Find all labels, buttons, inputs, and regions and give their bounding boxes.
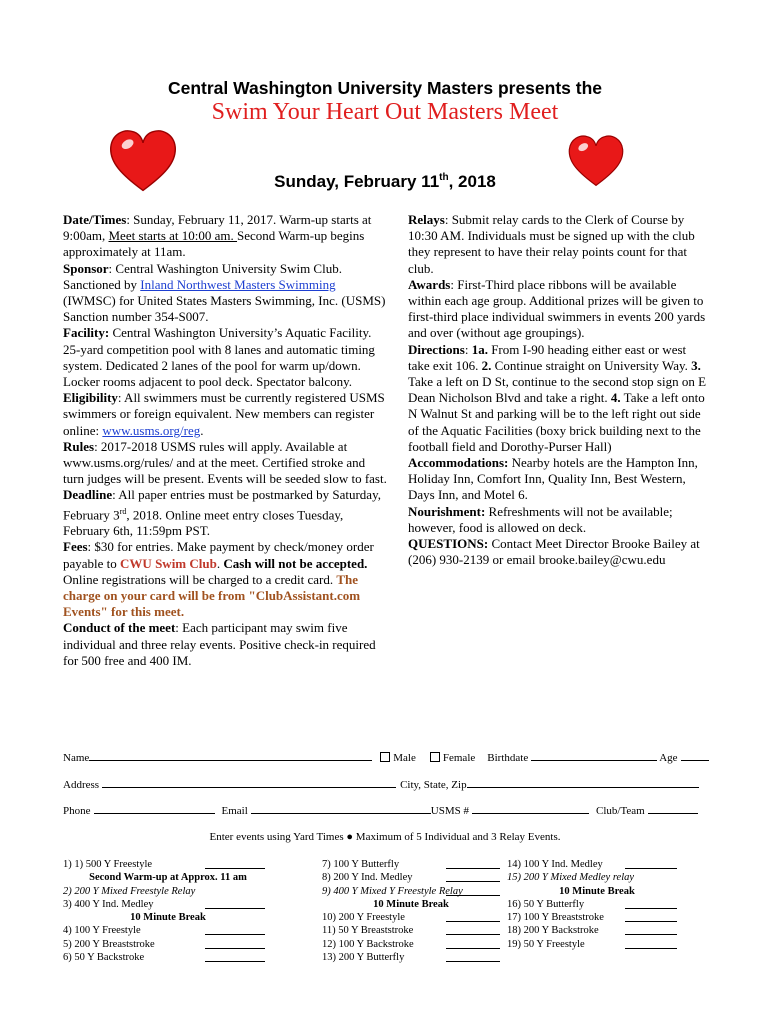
fees-paragraph: Fees: $30 for entries. Make payment by check/money order payable to CWU Swim Club. Cash will not be accepted. Online registrations will be charged to a credit card. The charge on your card will be from "ClubAssistant.com Events" for this meet. (63, 539, 374, 620)
event-row (63, 911, 273, 924)
event-row (322, 858, 500, 871)
age-label: Age (659, 752, 678, 764)
event-row (63, 885, 273, 898)
name-label: Name (63, 752, 90, 764)
male-label: Male (393, 752, 416, 764)
event-label: 12) 100 Y Backstroke (322, 938, 414, 950)
event-label: 14) 100 Y Ind. Medley (507, 859, 603, 870)
event-label: 10 Minute Break (559, 885, 635, 897)
event-entry-time-field[interactable] (205, 924, 265, 935)
event-entry-time-field[interactable] (446, 911, 500, 922)
event-entry-time-field[interactable] (446, 858, 500, 869)
event-label: 10) 200 Y Freestyle (322, 912, 405, 924)
deadline-paragraph: Deadline: All paper entries must be postmarked by Saturday, February 3rd, 2018. Online meet entry closes Tuesday, February 6th, 11:59pm PST. (63, 487, 381, 539)
usms-number-field[interactable] (472, 803, 589, 814)
rules-paragraph: Rules: 2017-2018 USMS rules will apply. Available at www.usms.org/rules/ and at the meet. Certified stroke and turn judges will be present. Events will be seeded slow to fast. (63, 438, 387, 487)
address-label: Address (63, 779, 100, 791)
event-entry-time-field[interactable] (625, 938, 677, 949)
event-row (322, 898, 500, 911)
event-label: 15) 200 Y Mixed Medley relay (507, 872, 635, 884)
event-row (507, 911, 687, 924)
event-row (507, 898, 687, 911)
event-entry-time-field[interactable] (446, 938, 500, 949)
datetimes-paragraph: Date/Times: Sunday, February 11, 2017. Warm-up starts at 9:00am, Meet starts at 10:00 am. Second Warm-up begins approximately at 11am. (63, 212, 372, 260)
event-row (322, 871, 500, 884)
meet-date: Sunday, February 11th, 2018 (274, 172, 496, 191)
event-entry-time-field[interactable] (446, 885, 500, 896)
event-label: 18) 200 Y Backstroke (507, 925, 599, 937)
age-field[interactable] (681, 750, 709, 761)
club-team-field[interactable] (648, 803, 698, 814)
event-row (63, 898, 273, 911)
event-label: 9) 400 Y Mixed Y Freestyle Relay (322, 885, 463, 897)
relays-paragraph: Relays: Submit relay cards to the Clerk of Course by 10:30 AM. Individuals must be signed up with the club they represent to have their relay points count for that club. (408, 212, 695, 276)
event-row (63, 951, 273, 964)
event-row (63, 924, 273, 937)
address-field[interactable] (102, 777, 396, 788)
conduct-paragraph: Conduct of the meet: Each participant may swim five individual and three relay events. Positive check-in required for 500 free and 400 IM. (63, 620, 376, 668)
event-entry-time-field[interactable] (625, 924, 677, 935)
email-field[interactable] (251, 803, 431, 814)
form-row-phone (63, 803, 698, 818)
event-entry-time-field[interactable] (625, 858, 677, 869)
event-entry-time-field[interactable] (446, 951, 500, 962)
event-label: 13) 200 Y Butterfly (322, 952, 405, 964)
events-note: Enter events using Yard Times ● Maximum of 5 Individual and 3 Relay Events. (209, 831, 561, 843)
nourishment-paragraph: Nourishment: Refreshments will not be available; however, food is allowed on deck. (408, 503, 673, 535)
event-label: 3) 400 Y Ind. Medley (63, 898, 154, 910)
phone-label: Phone (63, 805, 91, 817)
event-entry-time-field[interactable] (625, 911, 677, 922)
event-label: 16) 50 Y Butterfly (507, 898, 585, 910)
phone-field[interactable] (94, 803, 215, 814)
event-row (63, 871, 273, 884)
event-row (63, 858, 273, 871)
female-label: Female (442, 752, 476, 764)
birthdate-label: Birthdate (487, 752, 529, 764)
accommodations-paragraph: Accommodations: Nearby hotels are the Hampton Inn, Holiday Inn, Comfort Inn, Quality Inn, Best Western, Days Inn, and Motel 6. (408, 455, 698, 503)
event-label: 7) 100 Y Butterfly (322, 859, 400, 870)
event-row (507, 938, 687, 951)
event-label: 10 Minute Break (130, 912, 206, 924)
event-entry-time-field[interactable] (205, 938, 265, 949)
facility-paragraph: Facility: Central Washington University’s Aquatic Facility. 25-yard competition pool with 8 lanes and automatic timing system. Dedicated 2 lanes of the pool for warm up/down. Locker rooms adjacent to pool deck. Spectator balcony. (63, 325, 375, 390)
event-row (322, 938, 500, 951)
event-label: Second Warm-up at Approx. 11 am (89, 872, 247, 884)
event-entry-time-field[interactable] (205, 858, 265, 869)
questions-paragraph: QUESTIONS: Contact Meet Director Brooke Bailey at (206) 930-2139 or email brooke.bailey@cwu.edu (408, 536, 700, 568)
club-team-label: Club/Team (596, 805, 645, 817)
female-checkbox[interactable] (430, 752, 440, 762)
event-label: 5) 200 Y Breaststroke (63, 938, 155, 950)
event-row (507, 885, 687, 898)
city-state-zip-field[interactable] (467, 777, 699, 788)
eligibility-paragraph: Eligibility: All swimmers must be currently registered USMS swimmers or foreign equivalent. New members can register online: www.usms.org/reg. (63, 390, 385, 438)
directions-paragraph: Directions: 1a. From I-90 heading either east or west take exit 106. 2. Continue straight on University Way. 3. Take a left on D St, continue to the second stop sign on E Dean Nicholson Blvd and take a right. 4. Take a left onto N Walnut St and parking will be to the left right out side of the Aquatic Facilities (boxy brick building next to the football field and Dorothy-Purser Hall) (408, 341, 707, 454)
event-label: 2) 200 Y Mixed Freestyle Relay (63, 885, 196, 897)
right-info-column (408, 212, 708, 568)
event-label: 6) 50 Y Backstroke (63, 952, 145, 964)
event-row (507, 871, 687, 884)
presenter-heading: Central Washington University Masters presents the (167, 78, 603, 98)
birthdate-field[interactable] (531, 750, 657, 761)
event-entry-time-field[interactable] (446, 924, 500, 935)
event-row (507, 858, 687, 871)
event-entry-time-field[interactable] (205, 951, 265, 962)
event-label: 1) 1) 500 Y Freestyle (63, 859, 153, 870)
event-row (322, 885, 500, 898)
male-checkbox[interactable] (380, 752, 390, 762)
event-label: 19) 50 Y Freestyle (507, 938, 585, 950)
usms-reg-link[interactable]: www.usms.org/reg (102, 422, 201, 438)
event-entry-time-field[interactable] (205, 898, 265, 909)
event-row (63, 938, 273, 951)
city-state-zip-label: City, State, Zip (400, 779, 467, 791)
event-row (322, 924, 500, 937)
event-label: 11) 50 Y Breaststroke (322, 925, 414, 937)
form-row-name (63, 750, 709, 765)
events-column-3 (507, 858, 687, 951)
event-label: 8) 200 Y Ind. Medley (322, 872, 413, 884)
events-column-2 (322, 858, 500, 964)
event-label: 10 Minute Break (373, 898, 449, 910)
event-label: 4) 100 Y Freestyle (63, 925, 141, 937)
event-label: 17) 100 Y Breaststroke (507, 912, 604, 924)
sponsor-paragraph: Sponsor: Central Washington University Swim Club. Sanctioned by Inland Northwest Masters Swimming (IWMSC) for United States Masters Swimming, Inc. (USMS) Sanction number 354-S007. (63, 260, 386, 325)
name-field[interactable] (89, 750, 372, 761)
event-entry-time-field[interactable] (446, 871, 500, 882)
events-column-1 (63, 858, 273, 964)
event-row (507, 924, 687, 937)
event-entry-time-field[interactable] (625, 898, 677, 909)
usms-number-label: USMS # (430, 805, 469, 817)
form-row-address (63, 777, 699, 792)
email-label: Email (221, 805, 248, 817)
event-row (322, 951, 500, 964)
event-row (322, 911, 500, 924)
inland-northwest-link[interactable]: Inland Northwest Masters Swimming (140, 276, 336, 292)
awards-paragraph: Awards: First-Third place ribbons will be available within each age group. Additional prizes will be given to first-third place individual swimmers in events 200 yards and over (without age groupings). (408, 276, 706, 341)
meet-title: Swim Your Heart Out Masters Meet (211, 99, 559, 125)
left-info-column (63, 212, 389, 669)
